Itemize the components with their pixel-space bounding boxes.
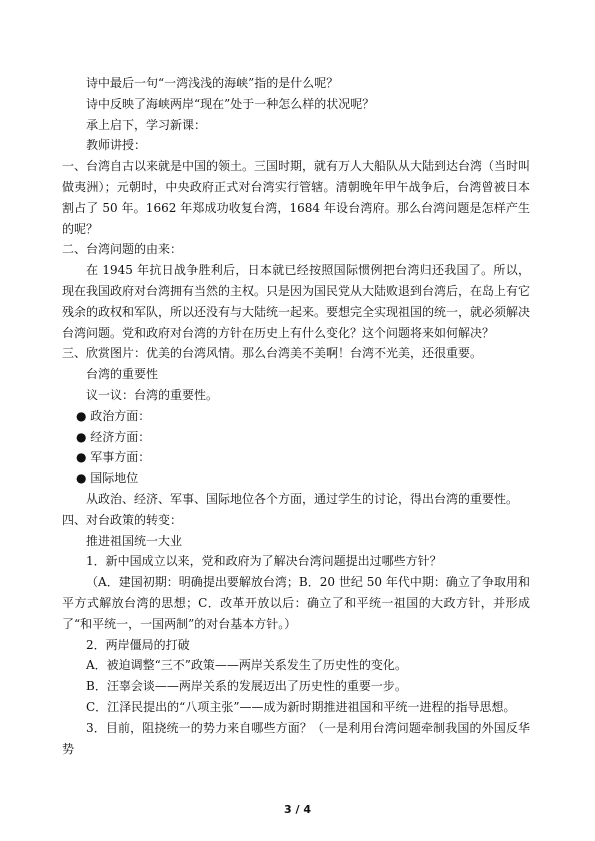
paragraph: 议一议：台湾的重要性。 <box>86 387 219 402</box>
paragraph: 推进祖国统一大业 <box>86 533 183 548</box>
paragraph: 教师讲授： <box>86 138 147 153</box>
paragraph: （A．建国初期：明确提出要解放台湾；B．20 世纪 50 年代中期：确立了争取用和平方式解放台湾的思想；C．改革开放以后：确立了和平统一祖国的大政方针，并形成了“和平统一，一国两制”的对台基本方针。） <box>62 575 530 631</box>
paragraph: 1．新中国成立以来，党和政府为了解决台湾问题提出过哪些方针？ <box>86 554 442 569</box>
paragraph: 从政治、经济、军事、国际地位各个方面，通过学生的讨论，得出台湾的重要性。 <box>86 491 519 506</box>
paragraph: 三、欣赏图片：优美的台湾风情。那么台湾美不美啊！台湾不光美，还很重要。 <box>62 346 483 361</box>
bullet-item: ● 经济方面： <box>76 429 151 444</box>
paragraph: 2．两岸僵局的打破 <box>86 637 190 652</box>
paragraph: A．被迫调整“三不”政策——两岸关系发生了历史性的变化。 <box>86 658 407 673</box>
paragraph: 在 1945 年抗日战争胜利后，日本就已经按照国际惯例把台湾归还我国了。所以，现在我国政府对台湾拥有当然的主权。只是因为国民党从大陆败退到台湾后，在岛上有它残余的政权和军队，所以还没有与大陆统一起来。要想完全实现祖国的统一，就必须解决台湾问题。党和政府对台湾的方针在历史上有什么变化？这个问题将来如何解决？ <box>62 263 531 340</box>
paragraph: 四、对台政策的转变： <box>62 512 183 527</box>
paragraph: 二、台湾问题的由来： <box>62 242 183 257</box>
paragraph: 一、台湾自古以来就是中国的领土。三国时期，就有万人大船队从大陆到达台湾（当时叫做夷洲）；元朝时，中央政府正式对台湾实行管辖。清朝晚年甲午战争后，台湾曾被日本割占了 50 年。1662 年郑成功收复台湾，1684 年设台湾府。那么台湾问题是怎样产生的呢？ <box>62 159 531 236</box>
bullet-item: ● 军事方面： <box>76 450 151 465</box>
bullet-item: ● 国际地位 <box>76 471 139 486</box>
paragraph: C．江泽民提出的“八项主张”——成为新时期推进祖国和平统一进程的指导思想。 <box>86 699 516 714</box>
paragraph: 台湾的重要性 <box>86 367 159 382</box>
paragraph: 诗中反映了海峡两岸“现在”处于一种怎么样的状况呢？ <box>86 96 375 111</box>
page-number: 3 / 4 <box>284 803 311 816</box>
document-body <box>62 73 530 759</box>
paragraph: 诗中最后一句“一湾浅浅的海峡”指的是什么呢？ <box>86 76 339 90</box>
paragraph: B．汪辜会谈——两岸关系的发展迈出了历史性的重要一步。 <box>86 679 407 694</box>
paragraph: 承上启下，学习新课： <box>86 117 207 132</box>
paragraph: 3．目前，阻挠统一的势力来自哪些方面？（一是利用台湾问题牵制我国的外国反华势 <box>62 720 530 756</box>
bullet-item: ● 政治方面： <box>76 408 151 423</box>
